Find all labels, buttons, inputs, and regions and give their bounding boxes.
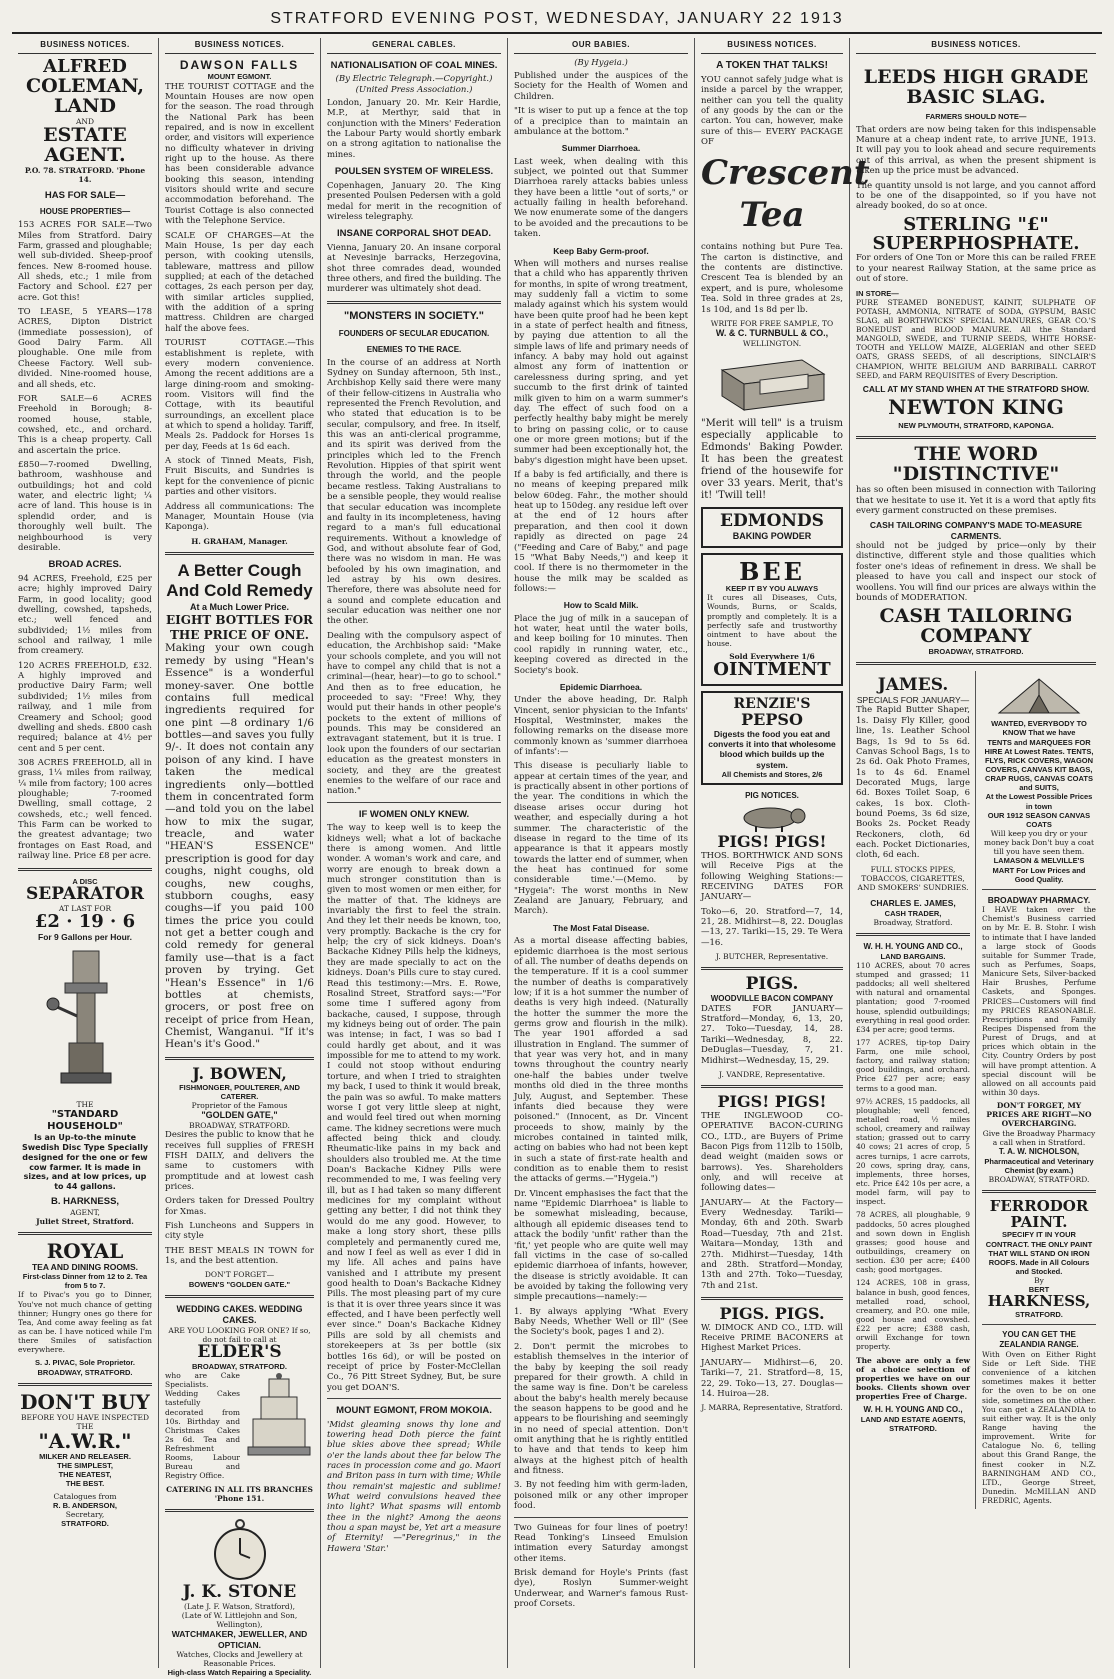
ad-text: T. A. W. NICHOLSON,	[998, 1146, 1080, 1156]
ad-text: DON'T FORGET—	[204, 1270, 275, 1280]
ad-text: For 9 Gallons per Hour.	[38, 931, 132, 942]
divider	[18, 1383, 152, 1386]
divider	[165, 552, 314, 555]
ad-text: Desires the public to know that he receives full supplies of FRESH FISH DAILY, and delivers the same to customers with promptitude and at lowest cash prices.	[165, 1130, 314, 1192]
article-heading: IF WOMEN ONLY KNEW.	[358, 808, 470, 820]
ad-text: who are Cake Specialists. Wedding Cakes tastefully decorated from 10s. Birthday and Christmas Cakes 2s 6d. Tea and Refreshment Rooms, Labour Bureau and Registry Office.	[165, 1370, 240, 1481]
ad-title: "DISTINCTIVE"	[892, 463, 1060, 486]
ad-text: Secretary,	[65, 1509, 105, 1519]
ad-text: "GOLDEN GATE,"	[201, 1110, 278, 1121]
ad-text: Give the Broadway Pharmacy a call when in Stratford.	[982, 1128, 1096, 1147]
ad-title: SEPARATOR	[26, 883, 144, 904]
ad-title: LAND	[54, 94, 116, 117]
ad-text: STRATFORD.	[1015, 1310, 1063, 1320]
columns	[12, 38, 1102, 1678]
divider	[856, 662, 1096, 665]
article-text: 1. By always applying "What Every Baby Needs, Whether Well or Ill" (See the Society's book, pages 1 and 2).	[514, 1306, 688, 1338]
ad-text: LAND AND ESTATE AGENTS,	[860, 1415, 966, 1425]
ad-text: TENTS and MARQUEES FOR HIRE At Lowest Rates. TENTS, FLYS, RICK COVERS, WAGON COVERS, CANVAS KIT BAGS, CRAP RUGS, CANVAS COATS and SUITS,	[984, 737, 1094, 793]
pig-illustration	[732, 804, 812, 832]
ad-text: R. B. ANDERSON,	[53, 1500, 117, 1510]
ad-text: J. BUTCHER, Representative.	[715, 952, 829, 962]
column-2	[159, 38, 321, 1678]
ad-title: J. BOWEN,	[192, 1063, 287, 1083]
divider	[165, 1509, 314, 1512]
article-text: Dealing with the compulsory aspect of education, the Archbishop said: "Make your schools complete, and you will not have to compel any child that is not a criminal—(hear, hear)—to go to school." And then as to free education, he proceeded to say: "Free! Why, they would put their hands in other people's pockets to the extent of millions of pounds. This may be considered an extravagant statement, but it is true. I look upon the founders of our sectarian education as the greatest monsters in society, and they are the greatest enemies to the welfare of our race and nation."	[327, 630, 501, 797]
ad-title: THE WORD	[914, 443, 1038, 466]
divider	[856, 933, 970, 936]
ad-title: "A.W.R."	[38, 1429, 132, 1453]
ad-text: Digests the food you eat and converts it into that wholesome blood which builds up the system.	[708, 728, 836, 770]
ad-text: J. VANDRE, Representative.	[719, 1069, 825, 1079]
article-text: Dr. Vincent emphasises the fact that the name "Epidemic Diarrhoea" is liable to be somewhat misleading, because, although all epidemic diseases tend to attack the bodily 'unfit' rather than the 'fit,' yet people who are quite well may fall victims in the case of so-called epidemic diarrhoea of infants, however, the disease is strictly avoidable. It can be avoided by taking the following very simple precautions—namely:—	[514, 1188, 688, 1303]
divider	[982, 1324, 1096, 1325]
ad-text: The Rapid Butter Shaper, 1s. Daisy Fly Killer, good line, 1s. Leather School Bags, 1s 9d to 5s 6d. Canvas School Bags, 1s to 2s 6d. Oak Photo Frames, 1s to 4s 6d. Enamel Decorated Mugs, large 6d. Boxes Toilet Soap, 6 cakes, 1s box. Cloth-bound Poems, 3s 6d size, Books 2s. Pocket Ready Reckoners, cloth, 6d each. Pocket Dictionaries, cloth, 6d each.	[856, 705, 970, 861]
ad-title: ESTATE	[43, 123, 127, 146]
ad-text: OUR 1912 SEASON CANVAS COATS	[987, 810, 1091, 829]
article-heading: INSANE CORPORAL SHOT DEAD.	[337, 228, 491, 240]
ad-text: The above are only a few of a choice selection of properties we have on our books. Clients shown over properties Free of Charge.	[856, 1355, 970, 1402]
tent-illustration	[989, 673, 1089, 717]
article-subheading: Epidemic Diarrhoea.	[559, 681, 643, 692]
ad-text: WATCHMAKER, JEWELLER, AND OPTICIAN.	[171, 1629, 308, 1650]
ad-text: SPECIALS FOR JANUARY—	[856, 695, 970, 706]
ad-text: TOURIST COTTAGE.—This establishment is replete, with every modern convenience. Among the recent additions are a large dining-room and smoking-room. Visitors will find the Cottage, with its beautiful surroundings, an excellent place at which to spend a holiday. Tariff, Meals 2s. Paddock for Horses 1s per day, Feeds at 1s 6d each.	[165, 338, 314, 452]
listing: 78 ACRES, all ploughable, 9 paddocks, 50 acres ploughed and sown down in English grasses; good house and outbuildings, creamery on section. £30 per acre; £400 cash; good mortgages.	[856, 1210, 970, 1275]
ad-title: EIGHT BOTTLES FOR THE PRICE OF ONE.	[165, 613, 314, 642]
ad-text: Pharmaceutical and Veterinary Chemist (by exam.)	[984, 1156, 1094, 1175]
column-header: BUSINESS NOTICES.	[165, 38, 314, 54]
article-subheading: FOUNDERS OF SECULAR EDUCATION.	[338, 329, 490, 338]
bee-ointment-box	[701, 553, 843, 686]
ad-text: SCALE OF CHARGES—At the Main House, 1s per day each person, with cooking utensils, tableware, mattress and pillow supplied; at each of the detached cottages, 2s each person per day, with similar articles supplied, with the addition of a spring mattress. Children are charged half the above fees.	[165, 230, 314, 334]
ad-text: By	[1034, 1276, 1044, 1286]
ad-text: It cures all Diseases, Cuts, Wounds, Burns, or Scalds, promptly and completely. It is a perfectly safe and trustworthy ointment to have about the house.	[707, 593, 837, 648]
ad-text: TEA AND DINING ROOMS.	[31, 1261, 139, 1272]
column-3	[321, 38, 508, 1668]
baking-powder-tin-illustration	[712, 352, 832, 414]
ad-text: THE BEST MEALS IN TOWN for 1s, and the best attention.	[165, 1245, 314, 1267]
pocket-watch-illustration	[212, 1518, 268, 1582]
ad-text: For orders of One Ton or More this can be railed FREE to your nearest Railway Station, at the same price as out of store.	[856, 253, 1096, 285]
ad-text: SPECIFY IT IN YOUR CONTRACT. THE ONLY PAINT THAT WILL STAND ON IRON ROOFS. Made in All Colours and Stocked.	[985, 1230, 1093, 1277]
listing: 97½ ACRES, 15 paddocks, all ploughable; well fenced, metalled road, ½ miles school, creamery and railway station; grassed out to carry 40 cows; 21 acres of crop, 5 acres turnips, 1 acre carrots, 20 cows, spring dray, cans, implements, three horses, etc. Price £42 10s per acre, a model farm, will pay to inspect.	[856, 1096, 970, 1207]
ad-text: Will keep you dry or your money back Don't buy a coat till you have seen them.	[983, 828, 1095, 857]
ad-text: MOUNT EGMONT.	[207, 72, 272, 82]
ad-text: PURE STEAMED BONEDUST, KAINIT, SULPHATE OF POTASH, AMMONIA, NITRATE of SODA, GYPSUM, BASIC SLAG, all BORTHWICKS' SPECIAL MANURES, GEAR CO.'S BONEDUST and BLOOD MANURE. All the Standard MANGOLD, SWEDE, and TURNIP SEEDS, WHITE HORSE-TOOTH and YELLOW MAIZE, ALGERIAN and other SEED OATS, GRASS SEEDS, of all descriptions, SINCLAIR'S CHAMPION, WHITE BELGIUM AND BARRIBALL CARROT SEED, and FARM REQUISITES of Every Description.	[856, 297, 1096, 380]
article-text: Two Guineas for four lines of poetry! Read Tonking's Linseed Emulsion intimation every Saturday amongst other items.	[514, 1522, 688, 1564]
ad-text: BAKING POWDER	[732, 531, 812, 541]
ad-text: CHARLES E. JAMES,	[870, 898, 956, 909]
section-heading: HOUSE PROPERTIES—	[39, 207, 131, 217]
ad-text: Address all communications: The Manager, Mountain House (via Kaponga).	[165, 501, 314, 533]
ad-text: Catalogues from	[53, 1491, 117, 1501]
listing: FOR SALE—6 ACRES Freehold in Borough; 8-roomed house, stable, cowshed, etc., and orchard. This is a cheap property. Call and ascertain the price.	[18, 393, 152, 456]
article-text: As a mortal disease affecting babies, epidemic diarrhoea is the most serious of all. The number of deaths depends on the temperature. If it is a cool summer the number of deaths is comparatively low; if it is a hot summer the number of deaths is very high indeed. (Naturally the hotter the summer the more the germs grow and flourish in the milk). The year 1901 afforded a sad illustration in England. The summer of that year was very hot, and in many towns throughout the country nearly one-half the babies under twelve months old died in the three months July, August, and September. These infants died because they were poisoned." (Innocent, as Dr. Vincent proceeds to show, mainly by the microbes contained in tainted milk, acting on babies who had not been kept in such a state of first-rate health and condition as to enable them to resist the attacks of germs.—"Hygeia.")	[514, 936, 688, 1185]
article-text: In the course of an address at North Sydney on Sunday afternoon, 5th inst., Archbishop Kelly said there were many of their fellow-citizens in Australia who represented the French Revolution, and who stated that education is to be secular, compulsory, and free. In itself, this was an anti-clerical programme, and its spirit was derived from the principles which led to the French Revolution. Hippies of that spirit went through the world, and the people became restless. Taking Australians to be a sensible people, they would realise that secular education was incomplete and faulty in its incompleteness, having regard to a man's full educational requirements. Without a knowledge of God, and without absolute fear of God, there was no wisdom in man. He was befooled by his own imagination, and led astray by his own desires. Therefore, there was absolute need for a sound and complete education and secular education was neither one nor the other.	[327, 357, 501, 627]
article-text: Copenhagen, January 20. The King presented Poulsen Pedersen with a gold medal for merit in the recognition of wireless telegraphy.	[327, 180, 501, 222]
separator-illustration	[35, 946, 135, 1096]
ad-text: At a Much Lower Price.	[189, 602, 290, 613]
ad-text: A DISC	[72, 876, 98, 886]
ad-text: THE TOURIST COTTAGE and the Mountain Houses are now open for the season. The road through the National Park has been repaired, and is now in excellent order, and visitors will experience no difficulty whatever in driving right up to the house. As there has been considerable advance booking this season, intending visitors should write and secure accommodation beforehand. The Tourist Cottage is also connected with the Telephone Service.	[165, 81, 314, 227]
ad-text: THOS. BORTHWICK AND SONS will Receive Pigs at the following Weighing Stations:— RECEIVING DATES FOR JANUARY—	[701, 850, 843, 903]
ad-text: Is an Up-to-the minute Swedish Disc Type Specially designed for the one or few cow farmer. It is made in sizes, and at low prices, up to 44 gallons.	[21, 1133, 149, 1192]
article-subheading: Keep Baby Germ-proof.	[553, 245, 649, 256]
ad-text: "Merit will tell" is a truism especially applicable to Edmonds' Baking Powder. It has been the greatest friend of the housewife for over 33 years. Merit, that's it! 'Twill tell!	[701, 418, 843, 502]
ad-text: (Late J. F. Watson, Stratford),	[184, 1601, 295, 1611]
crescent-tea-logo: Crescent Tea	[701, 153, 870, 235]
divider	[165, 1295, 314, 1298]
ad-text: WANTED, EVERYBODY TO KNOW That we have	[991, 719, 1087, 738]
ad-text: JANUARY— At the Factory—Every Wednesday. Tariki—Monday, 6th and 20th. Swarb Road—Tuesday, 7th and 21st. Waitara—Monday, 13th and 27th. Midhirst—Tuesday, 14th and 28th. Stratford—Monday, 13th and 27th. Toko—Tuesday, 7th and 21st.	[701, 1197, 843, 1291]
article-text: Vienna, January 20. An insane corporal at Nevesinje barracks, Herzegovina, shot three comrades dead, wounded three others, and fired the building. The murderer was ultimately shot dead.	[327, 242, 501, 295]
ad-title: DON'T BUY	[20, 1389, 150, 1414]
ad-text: Making your own cough remedy by using "Hean's Essence" is a wonderful money-saver. One bottle contains full medical ingredients required for one pint —8 ordinary 1/6 bottles—and saves you fully 9/-. It does not contain any poison of any kind. I have taken the medical ingredients only—bottled them in concentrated form—and told you on the label how to mix the sugar, treacle, and water "HEAN'S ESSENCE" prescription is good for day coughs, night coughs, old coughs, new coughs, stubborn coughs, easy coughs—if you paid 100 times the price you could not get a better cough and cold remedy for general family use—that is a fact proven by trying. Get "Hean's Essence" in 1/6 bottles at chemists, grocers, or post free on receipt of price from Hean, Chemist, Wanganui. "If it's Hean's it's Good."	[165, 642, 314, 1051]
ad-title: COLEMAN,	[25, 74, 145, 97]
ad-text: FARMERS SHOULD NOTE—	[925, 111, 1027, 121]
ad-title: CASH TAILORING COMPANY	[879, 605, 1073, 648]
ad-text: BROADWAY, STRATFORD.	[37, 1367, 133, 1377]
ad-text: AND	[76, 116, 94, 126]
ad-title: ELDER'S	[197, 1341, 282, 1362]
ad-text: BROADWAY, STRATFORD.	[928, 647, 1024, 657]
divider	[514, 1517, 688, 1518]
ad-text: MILKER AND RELEASER.	[39, 1452, 131, 1461]
ad-text: JANUARY— Midhirst—6, 20. Tariki—7, 21. Stratford—8, 15, 22, 29. Toko—13, 27. Douglas—14. Huiroa—28.	[701, 1357, 843, 1399]
divider	[701, 1085, 843, 1088]
ad-title: PIGS! PIGS!	[717, 1092, 827, 1112]
ad-text: should not be judged by price—only by their distinctive, different style and those qualities which foster one's ideas of refinement in dress. We shall be pleased to have you call and inspect our stock of woollens. You will find our prices are always within the bounds of MODERATION.	[856, 541, 1096, 603]
ad-text: I HAVE taken over the Chemist's Business carried on by Mr. E. B. Stohr. I wish to intimate that I have landed a large stock of Goods suitable for Summer Trade, such as Perfumes, Soaps, Manicure Sets, Silver-backed Hair Brushes, Perfume Caskets, and Sponges. PRICES—Customers will find my PRICES REASONABLE. Prescriptions and Family Recipes Dispensed from the Purest of Drugs, and at prices which obtain in the City. Country Orders by post will have prompt attention. A special discount will be allowed on all accounts paid within 30 days.	[982, 905, 1096, 1097]
article-subheading: The Most Fatal Disease.	[552, 922, 650, 933]
ad-text: AGENT,	[70, 1207, 100, 1217]
divider	[18, 868, 152, 871]
article-subheading: Summer Diarrhoea.	[561, 143, 641, 154]
ad-title: JAMES.	[877, 675, 949, 696]
listing: 110 ACRES, about 70 acres stumped and grassed; 11 paddocks; all well sheltered with natural and ornamental plantation; good 7-roomed house, splendid outbuildings; everything in real good order. £34 per acre; good terms.	[856, 960, 970, 1034]
section-heading: BROAD ACRES.	[48, 559, 122, 571]
ad-text: LAND BARGAINS.	[880, 951, 946, 961]
column-1	[12, 38, 159, 1668]
ad-text: If to Pivac's you go to Dinner, You've not much chance of getting thinner; Hungry ones go there for Tea, And come away feeling as fat as can be. I have noticed while I'm there Smiles of satisfaction everywhere.	[18, 1290, 152, 1355]
ad-text: THE SIMPLEST,	[57, 1461, 113, 1471]
article-text: 2. Don't permit the microbes to establish themselves in the interior of the baby by keeping the soil ready prepared for their growth. A child in the same way is fine. Don't be careless about the baby's health merely because the season happens to be good and he appears to be flourishing and seemingly in no need of special attention. Don't omit anything that he is rightly entitled to have and that tends to keep him always at the highest pitch of health and fitness.	[514, 1341, 688, 1477]
bottom-split	[856, 671, 1096, 1509]
ad-text: THE	[76, 1099, 94, 1109]
ad-text: H. GRAHAM, Manager.	[191, 536, 288, 546]
ad-text: BOWEN'S "GOLDEN GATE."	[188, 1279, 291, 1289]
ad-text: BROADWAY, STRATFORD.	[988, 1174, 1090, 1184]
ad-text: Toko—6, 20. Stratford—7, 14, 21, 28. Midhirst—8, 22. Douglas—13, 27. Tariki—15, 29. Te Wera—16.	[701, 906, 843, 948]
article-text: Under the above heading, Dr. Ralph Vincent, senior physician to the Infants' Hospital, Westminster, makes the following remarks on the disease more commonly known as 'summer diarrhoea of infants':—	[514, 695, 688, 758]
column-header: OUR BABIES.	[514, 38, 688, 54]
ad-title: OINTMENT	[713, 659, 831, 681]
ad-text: ARE YOU LOOKING FOR ONE? If so, do not fail to call at	[168, 1325, 311, 1344]
listing: £850—7-roomed Dwelling, bathroom, washhouse and outbuildings; hot and cold water, and electric light; ¼ acre of land. This house is in splendid order, and is thoroughly well built. The neighbourhood is very desirable.	[18, 460, 152, 553]
ad-text: WELLINGTON.	[742, 339, 802, 349]
article-text: Published under the auspices of the Society for the Health of Women and Children.	[514, 71, 688, 102]
article-subheading: ENEMIES TO THE RACE.	[366, 344, 462, 354]
ad-text: J. MARRA, Representative, Stratford.	[701, 1403, 843, 1413]
column-header: BUSINESS NOTICES.	[18, 38, 152, 54]
listing: 177 ACRES, tip-top Dairy Farm, one mile school, factory, and railway station; good buildings, and orchard. Price £27 per acre; easy terms to a good man.	[856, 1037, 970, 1093]
ad-contact: P.O. 78. STRATFORD. 'Phone 14.	[24, 165, 146, 184]
listing: 94 ACRES, Freehold, £25 per acre; highly improved Dairy Farm, in good locality; good dwelling, cowshed, tapsheds, etc.; well fenced and subdivided; 1½ miles from school and railway, 1 mile from creamery.	[18, 573, 152, 657]
ad-text: THE INGLEWOOD CO-OPERATIVE BACON-CURING CO., LTD., are Buyers of Prime Bacon Pigs from 112lb to 150lb, dead weight (maiden sows or barrows). Yes. Shareholders only, and will receive at following dates—	[701, 1110, 843, 1194]
ad-text: YOU cannot safely judge what is inside a parcel by the wrapper, neither can you tell the quality of any goods by the can or the carton. You can, however, make sure of this— EVERY PACKAGE OF	[701, 74, 843, 148]
article-text: Place the jug of milk in a saucepan of hot water, heat until the water boils, and keep boiling for 10 minutes. Then cool rapidly in running water, etc., keeping covered as directed in the Society's book.	[514, 613, 688, 676]
pepso-box	[701, 691, 843, 785]
section-heading: HAS FOR SALE—	[44, 189, 126, 201]
ad-price: Sold Everywhere 1/6	[729, 652, 815, 662]
ad-text: Watches, Clocks and Jewellery at Reasonable Prices.	[176, 1649, 303, 1669]
ad-text: DON'T FORGET, MY PRICES ARE RIGHT—NO OVERCHARGING.	[986, 1101, 1092, 1129]
article-subheading: How to Scald Milk.	[563, 600, 639, 611]
ad-title: A Better Cough	[177, 560, 302, 580]
edmonds-box	[701, 507, 843, 548]
ad-text: CALL AT MY STAND WHEN AT THE STRATFORD SHOW.	[862, 383, 1090, 394]
article-heading: "MONSTERS IN SOCIETY."	[343, 309, 484, 322]
divider	[982, 889, 1096, 890]
ad-text: THE BEST.	[65, 1479, 105, 1489]
ad-title: STERLING "£" SUPERPHOSPHATE.	[872, 213, 1080, 254]
divider	[856, 436, 1096, 439]
poem-text: 'Midst gleaming snows thy lone and towering head Doth pierce the faint blue skies above thee spread; While o'er the lands about thee far below The races in procession come and go. Maori and Briton pass in turn with time; While thou remain'st majestic and sublime! What weird convulsions heaved thee into light? What spasms will entomb thee in the night? Among the aeons thou a span mayst be, Yet art a measure of Eternity! —"Peregrinus," in the Hawera 'Star.'	[327, 1419, 501, 1554]
section-heading: PIG NOTICES.	[745, 791, 799, 801]
article-text: Last week, when dealing with this subject, we pointed out that Summer Diarrhoea rarely attacks babies unless they have been a little "out of sorts," or actually failing in health beforehand. We now enumerate some of the dangers to be avoided and the precautions to be taken.	[514, 156, 688, 240]
ad-title: HARKNESS,	[987, 1292, 1091, 1311]
ad-text: High-class Watch Repairing a Speciality.	[167, 1668, 312, 1678]
ad-price: £2 · 19 · 6	[34, 910, 136, 932]
listing: 124 ACRES, 108 in grass, balance in bush, good fences, metalled road, school, creamery, and P.O. one mile, good house and cowshed. £22 per acre; £388 cash, orwill Exchange for town property.	[856, 1278, 970, 1352]
ad-title: PEPSO	[741, 709, 803, 729]
ad-text: LAMASON & MELVILLE'S MART For Low Prices and Good Quality.	[992, 856, 1086, 884]
column-header: BUSINESS NOTICES.	[856, 38, 1096, 54]
lamason-section	[982, 671, 1096, 1509]
ad-text: STRATFORD.	[889, 1424, 937, 1434]
article-text: If a baby is fed artificially, and there is no means of keeping prepared milk below 60deg. Fahr., the mother should heat up to 150deg. any residue left over at the end of 12 hours after preparation, and then cool it down rapidly as directed on page 24 ("Feeding and Care of Baby," and page 15 "What Baby Needs,") and keep it cool. If there is no thermometer in the house the milk may be scalded as follows:—	[514, 470, 688, 594]
ad-title: AGENT.	[44, 143, 126, 166]
ad-text: The quantity unsold is not large, and you cannot afford to be one of the disappointed, so if you have not already booked, do so at once.	[856, 180, 1096, 212]
listing: 153 ACRES FOR SALE—Two Miles from Stratford. Dairy Farm, grassed and ploughable; well sub-divided. Sheep-proof fences. New 8-roomed house. All sheds, etc.; 1 mile from Factory and School. £27 per acre. Got this!	[18, 220, 152, 303]
ad-text: Juliet Street, Stratford.	[36, 1216, 134, 1226]
ad-text: First-class Dinner from 12 to 2. Tea from 5 to 7.	[22, 1272, 148, 1291]
ad-text: KEEP IT BY YOU ALWAYS	[725, 584, 819, 594]
ad-text: THE NEATEST,	[58, 1470, 112, 1480]
ad-text: WOODVILLE BACON COMPANY	[710, 994, 834, 1003]
article-text: Brisk demand for Hoyle's Prints (fast dye), Roslyn Summer-weight Underwear, and Warner's famous Rust-proof Corsets.	[514, 1567, 688, 1610]
divider	[701, 1297, 843, 1300]
divider	[327, 1398, 501, 1399]
article-byline: (By Hygeia.)	[574, 57, 628, 68]
ad-title: BROADWAY PHARMACY.	[987, 894, 1091, 905]
ad-text: has so often been misused in connection with Tailoring that we hesitate to use it. Yet it is a word that aptly fits every garment constructed on these premises.	[856, 485, 1096, 516]
ad-text: (Late of W. Littlejohn and Son, Wellington),	[181, 1610, 298, 1630]
ad-text: BROADWAY, STRATFORD.	[189, 1121, 290, 1130]
ad-title: LEEDS HIGH GRADE BASIC SLAG.	[863, 65, 1089, 108]
divider	[701, 967, 843, 970]
ad-text: BEFORE YOU HAVE INSPECTED THE	[21, 1412, 149, 1431]
ad-title: WEDDING CAKES. WEDDING CAKES.	[176, 1303, 303, 1325]
james-section	[856, 671, 976, 1509]
ad-title: ALFRED	[43, 55, 127, 77]
article-text: London, January 20. Mr. Keir Hardie, M.P., at Merthyr, said that in conjunction with the Miners' Federation the Labour Party would shortly embark on a strong agitation to nationalise the mines.	[327, 98, 501, 160]
ad-title: YOU CAN GET THE ZEALANDIA RANGE.	[999, 1330, 1079, 1350]
ad-text: Fish Luncheons and Suppers in city style	[165, 1221, 314, 1242]
ad-title: DAWSON FALLS	[179, 57, 300, 72]
ad-text: contains nothing but Pure Tea. The carton is distinctive, and the contents are distinctive. Crescent Tea is blended by an expert, and is pure, wholesome Tea. Sold in three grades at 2s, 1s 10d, and 1s 8d per lb.	[701, 242, 843, 315]
wedding-cake-illustration	[244, 1371, 314, 1471]
ad-text: CASH TAILORING COMPANY'S MADE TO-MEASURE CARMENTS.	[869, 520, 1083, 541]
ad-title: NEWTON KING	[888, 395, 1064, 420]
listing: 120 ACRES FREEHOLD, £32. A highly improved and productive Dairy Farm; well subdivided; 1½ miles from railway, and 1 mile from Creamery and School; good dwelling and sheds. £800 cash required; balance at 4½ per cent and 5 per cent.	[18, 660, 152, 754]
ad-text: S. J. PIVAC, Sole Proprietor.	[35, 1358, 135, 1368]
ad-text: That orders are now being taken for this indispensable Manure at a cheap indent rate, to arrive JUNE, 1913. It will pay you to look ahead and secure requirements out of this arrival, as when the present shipment is taken up the price must be advanced.	[856, 124, 1096, 177]
ad-text: IN STORE—	[856, 288, 899, 298]
ad-text: FULL STOCKS PIPES, TOBACCOS, CIGARETTES, AND SMOKERS' SUNDRIES.	[857, 864, 969, 893]
article-text: This disease is peculiarly liable to appear at certain times of the year, and is practically absent in other portions of the year. The conditions in which the disease arises occur during hot weather, and especially during a hot summer. The characteristic of the disease in regard to the time of its appearance is that it appears mostly towards the latter end of summer, when the heat has continued for some considerable time.'—(Memo. by "Hygeia": The worst months in New Zealand are January, February, and March).	[514, 761, 688, 917]
ad-text: All Chemists and Stores, 2/6	[721, 770, 823, 780]
column-6	[850, 38, 1102, 1668]
ad-text: STRATFORD.	[61, 1518, 109, 1528]
article-byline: (By Electric Telegraph.—Copyright.) (United Press Association.)	[335, 74, 493, 95]
ad-title: BEE	[739, 556, 805, 586]
ad-title: J. K. STONE	[182, 1581, 297, 1602]
ad-text: WRITE FOR FREE SAMPLE, TO	[710, 318, 834, 328]
ad-text: At the Lowest Possible Prices in town	[985, 792, 1093, 811]
ad-title: W. H. H. YOUNG AND CO.,	[863, 941, 963, 951]
column-header: BUSINESS NOTICES.	[701, 38, 843, 54]
article-text: "It is wiser to put up a fence at the top of a precipice than to maintain an ambulance at the bottom."	[514, 106, 688, 137]
ad-text: With Oven on Either Right Side or Left Side. THE convenience of a kitchen sometimes makes it better for the oven to be on one side, sometimes on the other. You can get a ZEALANDIA to suit either way. It is the only Range having the improvement. Write for Catalogue No. 6, telling about this Grand Range, the finest cooker in N.Z. BARNINGHAM AND CO., LTD., George Street, Dunedin. McMILLAN AND FREDRIC, Agents.	[982, 1349, 1096, 1506]
ad-text: FISHMONGER, POULTERER, AND CATERER.	[179, 1082, 300, 1101]
ad-text: BROADWAY, STRATFORD.	[191, 1361, 287, 1371]
ad-text: Orders taken for Dressed Poultry for Xmas.	[165, 1196, 314, 1217]
ad-text: AT LAST FOR	[58, 903, 112, 913]
column-4	[508, 38, 695, 1668]
ad-text: W. & C. TURNBULL & CO.,	[715, 328, 829, 339]
ad-title: "STANDARD HOUSEHOLD"	[47, 1109, 123, 1133]
ad-title: PIGS. PIGS.	[719, 1303, 825, 1323]
ad-title: RENZIE'S	[733, 696, 811, 713]
ad-text: CATERING IN ALL ITS BRANCHES 'Phone 151.	[166, 1484, 313, 1503]
ad-title: ROYAL	[46, 1238, 124, 1263]
divider	[165, 1057, 314, 1060]
article-heading: MOUNT EGMONT, FROM MOKOIA.	[336, 1404, 492, 1416]
ad-text: A stock of Tinned Meats, Fish, Fruit Biscuits, and Sundries is kept for the convenience of picnic parties and other visitors.	[165, 456, 314, 498]
ad-text: DATES FOR JANUARY— Stratford—Monday, 6, 13, 20, 27. Toko—Tuesday, 14, 28. Tariki—Wednesday, 8, 22. DeDuglas—Tuesday, 7, 21. Midhirst—Wednesday, 15, 29.	[701, 1003, 843, 1066]
ad-text: Proprietor of the Famous	[191, 1100, 288, 1110]
article-text: The way to keep well is to keep the kidneys well; what a lot of backache there is among women. And little wonder. A woman's work and care, and worry are enough to break down a much stronger constitution than is given to most women or men either, for the matter of that. The kidneys are invariably the first to feel the strain. And they let their needs be known, too, very promptly. Backache is the cry for help; the cry of sick kidneys. Doan's Backache Kidney Pills help the kidneys, they are made specially to act on the kidneys. Doan's Pills cure to stay cured. Read this testimony:—Mrs. E. Rowe, Rosalind Street, Stratford says:—"For some time I suffered agony from backache, caused, I suppose, through my kidneys being out of order. The pain was intense; in fact, I was so bad I could hardly get about, and it was impossible for me to attend to my work. I could not stoop without enduring torture, and when I tried to straighten my back, I used to think it would break, the pain was so awful. To make matters worse I got very little sleep at night, and would feel tired out when morning came. The kidney secretions were much affected being thick and cloudy. Rheumatic-like pains in my back and shoulders also troubled me. At the time Doan's Backache Kidney Pills were recommended to me, I was feeling very ill, but as I had taken so many different medicines for my complaint without getting any better, I did not think they would do me any good. However, to make a long story short, these pills completely and permanently cured me, and now I feel as well as ever I did in my life. All aches and pains have vanished and I attribute my present good health to Doan's Backache Kidney Pills. The most pleasing part of my cure is that it is over three years since it was effected, and I have been perfectly well ever since." Doan's Backache Kidney Pills are sold by all chemists and storekeepers at 3s per bottle (six bottles 16s 6d), or will be posted on receipt of price by Foster-McClellan Co., 76 Pitt Street Sydney, But, be sure you get DOAN'S.	[327, 823, 501, 1393]
column-header: GENERAL CABLES.	[327, 38, 501, 54]
ad-title: PIGS! PIGS!	[717, 831, 827, 851]
ad-text: CASH TRADER,	[884, 908, 942, 918]
column-5	[695, 38, 870, 1668]
listing: 308 ACRES FREEHOLD, all in grass, 1¼ miles from railway, ¼ mile from factory; 100 acres ploughable; 7-roomed Dwelling, small cottage, 2 cowsheds, etc.; well fenced. This Farm can be worked to the greatest advantage; two frontages on East Road, and railway line. Price £8 per acre.	[18, 757, 152, 862]
article-heading: NATIONALISATION OF COAL MINES.	[330, 59, 498, 71]
ad-title: PIGS.	[745, 974, 799, 995]
ad-name: B. HARKNESS,	[50, 1195, 120, 1207]
article-heading: POULSEN SYSTEM OF WIRELESS.	[334, 166, 494, 178]
divider	[327, 802, 501, 803]
ad-title: And Cold Remedy	[166, 581, 313, 601]
article-text: 3. By not feeding him with germ-laden, poisoned milk or any other improper food.	[514, 1480, 688, 1512]
divider	[982, 1190, 1096, 1193]
ad-text: W. DIMOCK AND CO., LTD. will Receive PRIME BACONERS at Highest Market Prices.	[701, 1322, 843, 1354]
masthead: STRATFORD EVENING POST, WEDNESDAY, JANUARY 22 1913	[12, 10, 1102, 34]
divider	[18, 1232, 152, 1235]
ad-text: BERT	[1028, 1285, 1050, 1295]
ad-title: A TOKEN THAT TALKS!	[716, 59, 828, 71]
ad-text: NEW PLYMOUTH, STRATFORD, KAPONGA.	[898, 421, 1054, 431]
ad-title: FERRODOR PAINT.	[989, 1196, 1089, 1231]
article-text: When will mothers and nurses realise that a child who has apparently thriven for months, in spite of wrong treatment, may suddenly fall a victim to some malady against which his system would have been quite proof had he been kept in a state of perfect health and fitness, by paying due attention to all the simple laws of life and primary needs of infancy. A baby may hold out against almost any form of inattention or carelessness during spring, and yet succumb to the first drink of tainted milk given to him on a warm summer's day. The effect of such food on a perfectly healthy baby might be merely to bring on passing colic, or to cause one or more green motions; but if the summer had been exceptionally hot, the baby's digestion might have been upset.	[514, 258, 688, 466]
divider	[327, 301, 501, 304]
ad-text: W. H. H. YOUNG AND CO.,	[863, 1405, 963, 1415]
ad-title: EDMONDS	[720, 511, 824, 532]
listing: TO LEASE, 5 YEARS—178 ACRES, Dipton District (immediate possession), of Good Dairy Farm. All ploughable. One mile from Cheese Factory. Well sub-divided. Nine-roomed house, and all sheds, etc.	[18, 307, 152, 390]
ad-text: Broadway, Stratford.	[873, 917, 953, 927]
